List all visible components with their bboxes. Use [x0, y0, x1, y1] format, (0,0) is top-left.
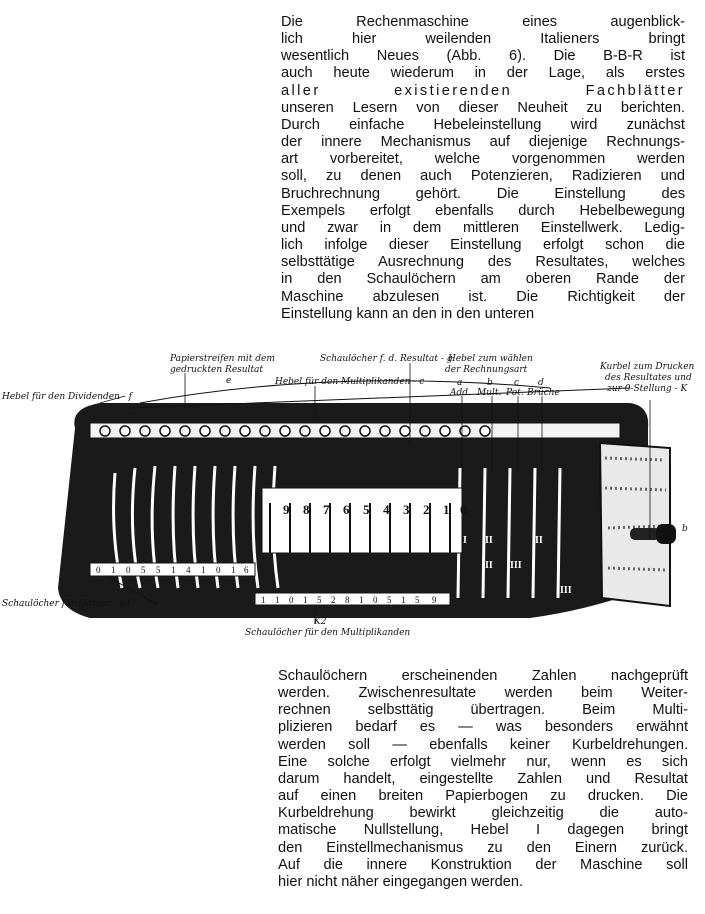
window-digit: 1	[231, 565, 236, 575]
roman-numeral: I	[463, 535, 467, 546]
key-digit: 7	[323, 502, 330, 517]
roman-numeral: II	[485, 560, 493, 571]
text-line: selbsttätige Ausrechnung des Resultates, welches	[281, 254, 685, 271]
article-bottom-paragraph	[278, 668, 688, 891]
text-line: Eine solche erfolgt vielmehr nur, wenn es sich	[278, 753, 688, 770]
text-line: Exempels erfolgt ebenfalls durch Hebelbewegung	[281, 202, 685, 219]
window-digit: 1	[201, 565, 206, 575]
label-letter-k2: K2	[314, 617, 327, 627]
label-letter-d: d	[538, 378, 544, 388]
text-line: und zwar in dem mittleren Einstellwerk. Ledig-	[281, 219, 685, 236]
roman-numeral: II	[535, 535, 543, 546]
text-line: auch heute wiederum in der Lage, als erstes	[281, 65, 685, 82]
window-digit: 1	[261, 595, 266, 605]
label-letter-c: c	[514, 378, 520, 388]
key-digit: 9	[283, 502, 290, 517]
label-pot: Pot.	[506, 388, 524, 398]
text-line: Bruchrechnung gehört. Die Einstellung des	[281, 185, 685, 202]
text-line: plizieren bedarf es — was besonders erwähnt	[278, 719, 688, 736]
window-digit: 2	[331, 595, 336, 605]
window-digit: 5	[156, 565, 161, 575]
label-papierstreifen-1: Papierstreifen mit dem	[170, 354, 275, 364]
text-line: art vorbereitet, welche vorgenommen werden	[281, 151, 685, 168]
window-digit: 6	[244, 565, 249, 575]
text-line: soll, zu denen auch Potenzieren, Radizieren und	[281, 168, 685, 185]
label-hebel-dividenden: Hebel für den Dividenden - f	[2, 392, 132, 402]
key-digit: 4	[383, 502, 390, 517]
label-mult: Mult.	[477, 388, 502, 398]
text-line: lich infolge dieser Einstellung erfolgt schon die	[281, 237, 685, 254]
key-digit: 6	[343, 502, 350, 517]
label-schaulocher-multiplikanden: Schaulöcher für den Multiplikanden	[245, 628, 411, 638]
text-line: Durch einfache Hebeleinstellung wird zunächst	[281, 116, 685, 133]
window-digit: 5	[141, 565, 146, 575]
label-bruche: Brüche	[527, 388, 560, 398]
label-letter-b: b	[487, 378, 493, 388]
label-hebel-rechnungsart-2: der Rechnungsart	[445, 365, 528, 375]
window-digit: 1	[401, 595, 406, 605]
text-line: in den Schaulöchern am oberen Rande der	[281, 271, 685, 288]
window-digit: 0	[373, 595, 378, 605]
window-digit: 5	[387, 595, 392, 605]
text-line: lich hier weilenden Italieners bringt	[281, 31, 685, 48]
roman-numeral: II	[485, 535, 493, 546]
text-line: darum handelt, eingestellte Zahlen und Resultat	[278, 770, 688, 787]
label-letter-b-right: b	[682, 524, 688, 534]
roman-numeral: III	[560, 585, 572, 596]
text-line: Kurbeldrehung bewirkt gleichzeitig die auto-	[278, 805, 688, 822]
label-add: Add.	[450, 388, 471, 398]
label-kurbel-3: zur 0-Stellung - K	[607, 384, 688, 394]
window-digit: 0	[126, 565, 131, 575]
label-schaulocher-divisor: Schaulöcher für Divisor - g4	[2, 599, 131, 609]
article-top-paragraph	[281, 14, 685, 323]
window-digit: 1	[359, 595, 364, 605]
label-kurbel-2: des Resultates und	[605, 373, 692, 383]
text-line: unseren Lesern von dieser Neuheit zu berichten.	[281, 99, 685, 116]
label-papierstreifen-3: e	[226, 376, 232, 386]
calculating-machine-figure	[2, 348, 695, 643]
key-digit: 3	[403, 502, 410, 517]
key-digit: 1	[443, 502, 450, 517]
window-digit: 1	[111, 565, 116, 575]
text-line: werden. Zwischenresultate werden beim Weiter-	[278, 685, 688, 702]
window-digit: 9	[432, 595, 437, 605]
window-digit: 5	[317, 595, 322, 605]
text-line: Maschine abzulesen ist. Die Richtigkeit der	[281, 288, 685, 305]
text-line: werden soll — ebenfalls keiner Kurbeldrehungen.	[278, 736, 688, 753]
text-line: aller existierenden Fachblätter	[281, 82, 685, 99]
text-line: matische Nullstellung, Hebel I dagegen bringt	[278, 822, 688, 839]
key-digit: 0	[460, 502, 467, 517]
window-digit: 1	[171, 565, 176, 575]
window-digit: 0	[216, 565, 221, 575]
label-kurbel-1: Kurbel zum Drucken	[600, 362, 695, 372]
machine-illustration	[58, 381, 676, 618]
label-schaulocher-resultat: Schaulöcher f. d. Resultat - g	[320, 354, 453, 364]
text-line: den Einstellmechanismus zu den Einern zurück.	[278, 839, 688, 856]
window-digit: 8	[345, 595, 350, 605]
label-letter-a: a	[457, 378, 463, 388]
text-line: auf einen breiten Papierbogen zu drucken. Die	[278, 788, 688, 805]
label-hebel-rechnungsart-1: Hebel zum wählen	[448, 354, 533, 364]
text-line: wesentlich Neues (Abb. 6). Die B-B-R ist	[281, 48, 685, 65]
text-line: Schaulöchern erscheinenden Zahlen nachgeprüft	[278, 668, 688, 684]
text-line: Auf die innere Konstruktion der Maschine soll	[278, 856, 688, 873]
window-digit: 1	[275, 595, 280, 605]
label-papierstreifen-2: gedruckten Resultat	[170, 365, 264, 375]
roman-numeral: III	[510, 560, 522, 571]
window-digit: 0	[289, 595, 294, 605]
window-digit: 0	[96, 565, 101, 575]
key-digit: 8	[303, 502, 310, 517]
label-hebel-multiplikanden: Hebel für den Multiplikanden - c	[275, 377, 425, 387]
window-digit: 1	[303, 595, 308, 605]
key-digit: 5	[363, 502, 370, 517]
window-digit: 4	[186, 565, 191, 575]
text-line: hier nicht näher eingegangen werden.	[278, 873, 524, 890]
text-line: Die Rechenmaschine eines augenblick-	[281, 14, 685, 30]
text-line: rechnen selbsttätig übertragen. Beim Multi-	[278, 702, 688, 719]
window-digit: 5	[415, 595, 420, 605]
text-line: der innere Mechanismus auf diejenige Rechnungs-	[281, 134, 685, 151]
key-digit: 2	[423, 502, 430, 517]
text-line: Einstellung kann an den in den unteren	[281, 305, 535, 322]
